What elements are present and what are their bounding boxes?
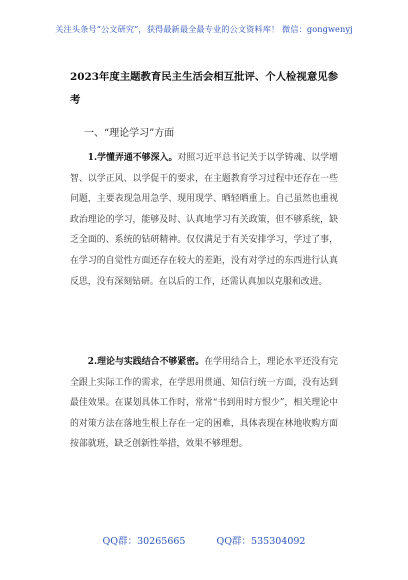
footer-qq-group-2: QQ群：535304092 xyxy=(216,536,306,547)
footer xyxy=(0,533,408,547)
footer-qq-group-1: QQ群：30265665 xyxy=(102,536,186,547)
paragraph-1-body: 对照习近平总书记关于以学铸魂、以学增智、以学正风、以学促干的要求，在主题教育学习过程中还存在一些问题，主要表现急用急学、现用现学、晒轻晒重上。自己虽然也重视政治理论的学习，能够及时、认真地学习有关政策，但不够系统，缺乏全面的、系统的钻研精神。仅仅满足于有关安排学习，学过了事，在学习的自觉性方面还存在较大的差距，没有对学过的东西进行认真反思，没有深刻钻研。在以后的工作，还需认真加以克服和改进。 xyxy=(70,153,339,287)
document-title: 2023年度主题教育民主生活会相互批评、个人检视意见参考 xyxy=(70,71,338,106)
header-note: 关注头条号“公文研究”，获得最新最全最专业的公文资料库！ 微信：gongwenyj xyxy=(55,24,353,34)
paragraph-1 xyxy=(70,148,338,292)
paragraph-2 xyxy=(70,352,338,455)
paragraph-2-lead: 2.理论与实践结合不够紧密。 xyxy=(87,357,205,367)
paragraph-2-body: 在学用结合上，理论水平还没有完全跟上实际工作的需求，在学思用贯通、知信行统一方面，没有达到最佳效果。在谋划具体工作时，常常“书到用时方恨少”，相关理论中的对策方法在落地生根上存在一定的困难，具体表现在林地收购方面按部就班，缺乏创新性举措，效果不够理想。 xyxy=(70,357,339,450)
paragraph-1-lead: 1.学懂弄通不够深入。 xyxy=(87,153,178,163)
section-heading: 一、“理论学习”方面 xyxy=(84,128,175,139)
